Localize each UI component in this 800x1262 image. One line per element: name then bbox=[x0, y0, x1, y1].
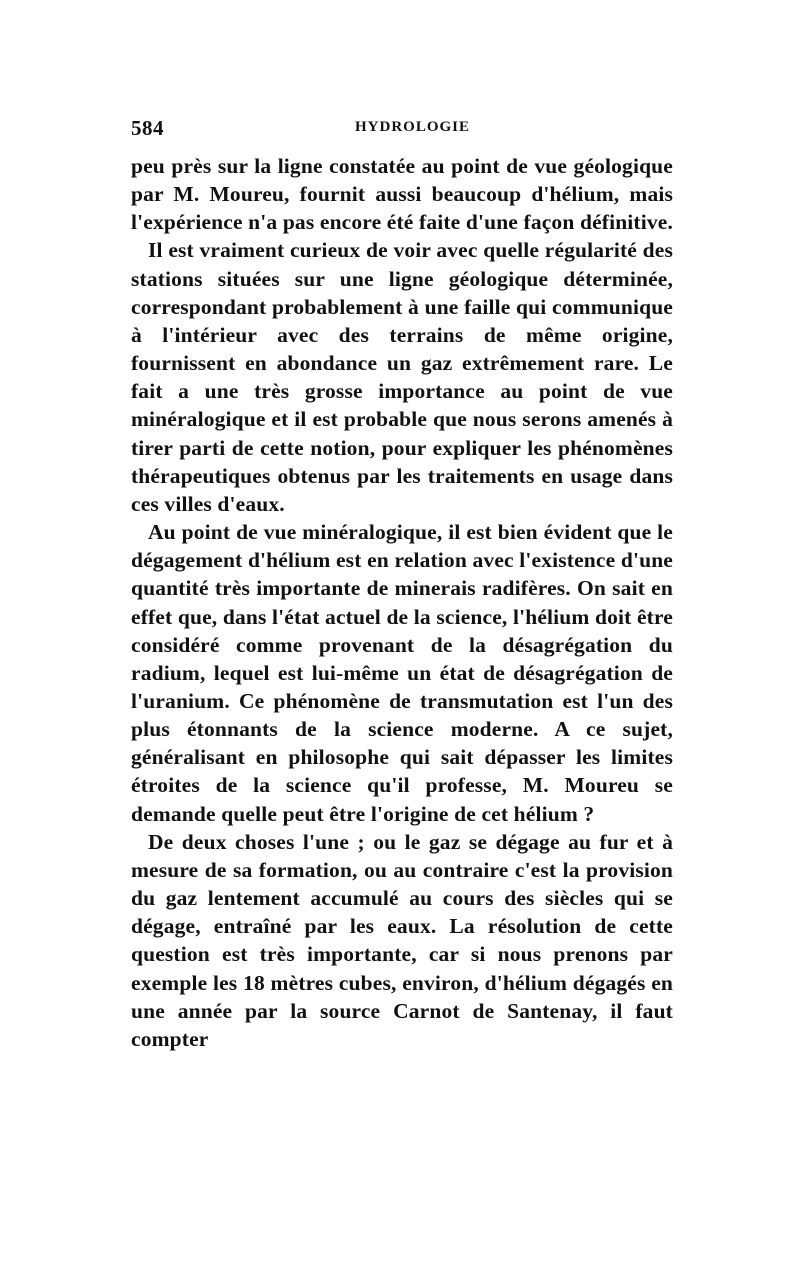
paragraph-mineralogy: Au point de vue minéralogique, il est bien évident que le dégagement d'hélium est en relation avec l'existence d'une quantité très importante de minerais radifères. On sait en effet que, dans l'état actuel de la science, l'hélium doit être considéré comme provenant de la désagrégation du radium, lequel est lui-même un état de désagrégation de l'uranium. Ce phénomène de transmutation est l'un des plus étonnants de la science moderne. A ce sujet, généralisant en philosophe qui sait dépasser les limites étroites de la science qu'il professe, M. Moureu se demande quelle peut être l'origine de cet hélium ? bbox=[131, 520, 673, 826]
paragraph-continuation: peu près sur la ligne constatée au point de vue géologique par M. Moureu, fournit aussi beaucoup d'hélium, mais l'expérience n'a pas encore été faite d'une façon définitive. bbox=[131, 154, 673, 235]
body-text bbox=[131, 152, 673, 1053]
page-header bbox=[131, 116, 673, 140]
paragraph-gas-origin: De deux choses l'une ; ou le gaz se dégage au fur et à mesure de sa formation, ou au contraire c'est la provision du gaz lentement accumulé au cours des siècles qui se dégage, entraîné par les eaux. La résolution de cette question est très importante, car si nous prenons par exemple les 18 mètres cubes, environ, d'hélium dégagés en une année par la source Carnot de Santenay, il faut compter bbox=[131, 829, 673, 1051]
page-number: 584 bbox=[131, 116, 164, 140]
running-head: HYDROLOGIE bbox=[355, 119, 471, 135]
paragraph-stations-helium: Il est vraiment curieux de voir avec quelle régularité des stations situées sur une ligne géologique déterminée, correspondant probablement à une faille qui communique à l'intérieur avec des terrains de même origine, fournissent en abondance un gaz extrêmement rare. Le fait a une très grosse importance au point de vue minéralogique et il est probable que nous serons amenés à tirer parti de cette notion, pour expliquer les phénomènes thérapeutiques obtenus par les traitements en usage dans ces villes d'eaux. bbox=[131, 238, 673, 516]
